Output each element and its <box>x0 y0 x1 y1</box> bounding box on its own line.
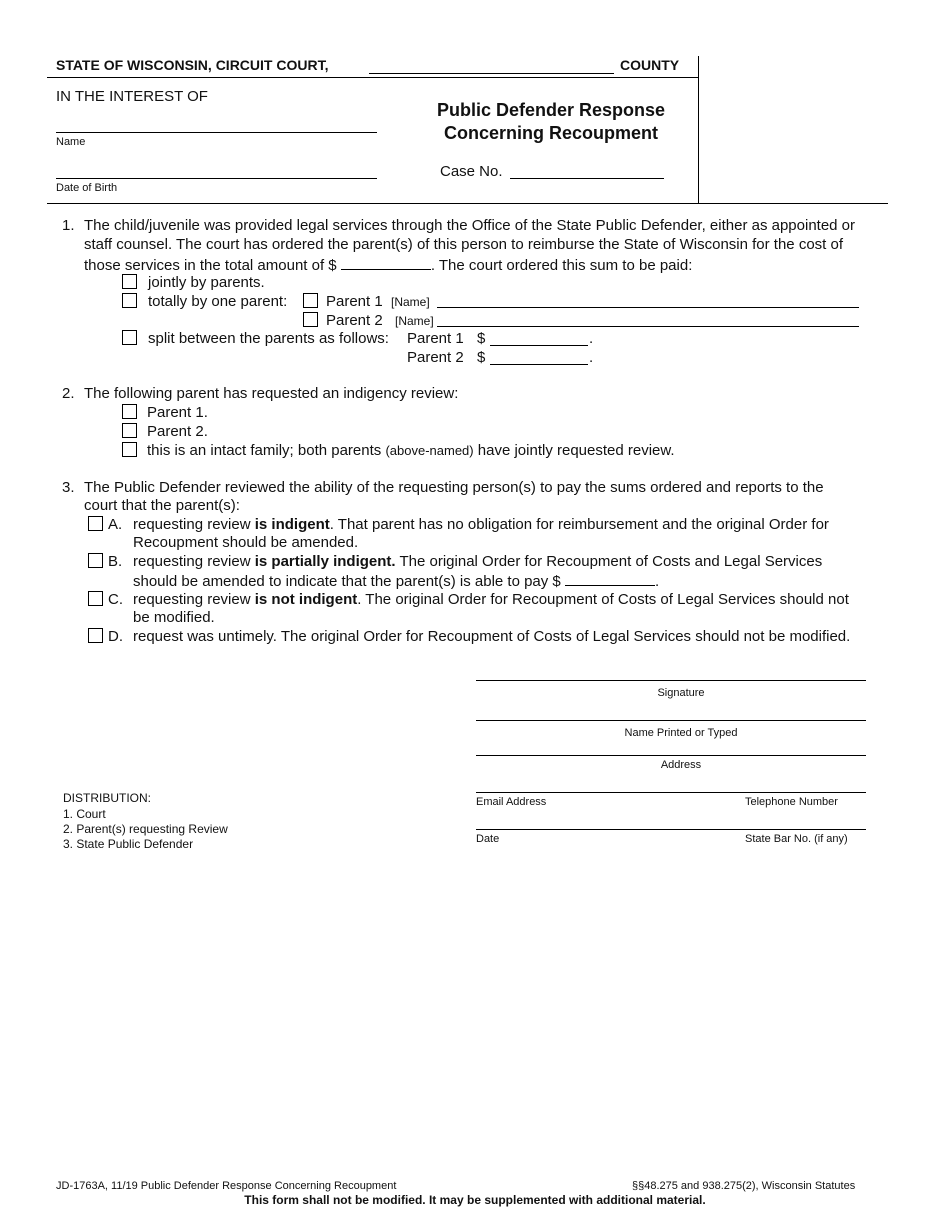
section3-intro1: The Public Defender reviewed the ability of the requesting person(s) to pay the sums ordered and reports to the <box>84 479 824 496</box>
option-c-pre: requesting review <box>133 591 251 608</box>
name-label: Name <box>56 136 86 148</box>
distribution-item: 1. Court <box>63 807 106 821</box>
option-b-period: . <box>654 573 660 590</box>
address-field[interactable] <box>476 755 866 756</box>
parent2-name-tag: [Name] <box>395 314 434 328</box>
header-divider <box>698 56 699 203</box>
email-phone-field[interactable] <box>476 792 866 793</box>
option-b-line2-text: should be amended to indicate that the parent(s) is able to pay $ <box>133 573 561 590</box>
address-label: Address <box>660 759 702 771</box>
email-label: Email Address <box>476 796 547 808</box>
able-to-pay-field[interactable] <box>565 571 655 586</box>
option-c-bold: is not indigent <box>254 591 358 608</box>
option-a-letter: A. <box>108 516 123 533</box>
option-d-letter: D. <box>108 628 123 645</box>
telephone-label: Telephone Number <box>745 796 838 808</box>
split-parent2-label: Parent 2 <box>407 349 464 366</box>
header-rule <box>47 77 698 78</box>
option-a-line2: Recoupment should be amended. <box>133 534 359 551</box>
split-parent1-dollar: $ <box>477 330 486 347</box>
section1-number: 1. <box>62 217 75 234</box>
review-parent2-label: Parent 2. <box>147 423 208 440</box>
one-parent-parent2-checkbox[interactable] <box>303 312 318 327</box>
county-name-field[interactable] <box>369 73 614 74</box>
option-c-line1 <box>133 591 849 609</box>
signature-label: Signature <box>657 687 705 699</box>
review-parent1-label: Parent 1. <box>147 404 208 421</box>
one-parent-parent1-checkbox[interactable] <box>303 293 318 308</box>
option-d-text: request was untimely. The original Order for Recoupment of Costs of Legal Services should not be modified. <box>133 628 851 645</box>
split-checkbox[interactable] <box>122 330 137 345</box>
review-both-checkbox[interactable] <box>122 442 137 457</box>
split-parent1-label: Parent 1 <box>407 330 464 347</box>
name-printed-label: Name Printed or Typed <box>624 727 738 739</box>
option-d-checkbox[interactable] <box>88 628 103 643</box>
split-parent1-amount-field[interactable] <box>490 345 588 346</box>
section1-line2: staff counsel. The court has ordered the parent(s) of this person to reimburse the State of Wisconsin for the cost of <box>84 236 844 253</box>
parent1-name-field[interactable] <box>437 307 859 308</box>
split-parent1-period: . <box>589 330 594 347</box>
footer-notice: This form shall not be modified. It may be supplemented with additional material. <box>244 1193 706 1207</box>
split-label: split between the parents as follows: <box>148 330 389 347</box>
one-parent-parent2-label: Parent 2 <box>326 312 383 329</box>
option-a-checkbox[interactable] <box>88 516 103 531</box>
one-parent-checkbox[interactable] <box>122 293 137 308</box>
option-a-line1 <box>133 516 829 534</box>
option-b-post: The original Order for Recoupment of Costs and Legal Services <box>399 553 823 570</box>
name-printed-field[interactable] <box>476 720 866 721</box>
in-interest-of-label: IN THE INTEREST OF <box>56 88 208 105</box>
one-parent-label: totally by one parent: <box>148 293 288 310</box>
header-bottom-rule <box>47 203 888 204</box>
option-b-line2 <box>133 571 659 591</box>
review-parent2-checkbox[interactable] <box>122 423 137 438</box>
section1-line3 <box>84 255 692 275</box>
section3-intro2: court that the parent(s): <box>84 497 240 514</box>
option-b-letter: B. <box>108 553 123 570</box>
distribution-item: 2. Parent(s) requesting Review <box>63 822 228 836</box>
split-parent2-period: . <box>589 349 594 366</box>
dob-label: Date of Birth <box>56 182 118 194</box>
section1-line3-post: . The court ordered this sum to be paid: <box>430 257 693 274</box>
option-c-letter: C. <box>108 591 123 608</box>
option-a-post: . That parent has no obligation for reimbursement and the original Order for <box>329 516 829 533</box>
parent2-name-field[interactable] <box>437 326 859 327</box>
date-bar-field[interactable] <box>476 829 866 830</box>
distribution-title: DISTRIBUTION: <box>63 791 152 805</box>
total-amount-field[interactable] <box>341 255 431 270</box>
section1-line1: The child/juvenile was provided legal services through the Office of the State Public Defender, either as appointed or <box>84 217 856 234</box>
option-c-checkbox[interactable] <box>88 591 103 606</box>
one-parent-parent1-label: Parent 1 <box>326 293 383 310</box>
split-parent2-dollar: $ <box>477 349 486 366</box>
option-c-line2: be modified. <box>133 609 215 626</box>
section2-intro: The following parent has requested an indigency review: <box>84 385 459 402</box>
review-both-label <box>147 442 675 460</box>
section2-number: 2. <box>62 385 75 402</box>
form-title-line2: Concerning Recoupment <box>443 123 658 143</box>
option-b-line1 <box>133 553 822 571</box>
form-title-line1: Public Defender Response <box>436 100 666 120</box>
split-parent2-amount-field[interactable] <box>490 364 588 365</box>
review-both-post: have jointly requested review. <box>477 442 675 459</box>
footer-form-id: JD-1763A, 11/19 Public Defender Response Concerning Recoupment <box>56 1180 397 1192</box>
court-label: STATE OF WISCONSIN, CIRCUIT COURT, <box>56 57 329 73</box>
state-bar-label: State Bar No. (if any) <box>745 833 848 845</box>
case-no-field[interactable] <box>510 178 664 179</box>
case-no-label: Case No. <box>440 163 503 180</box>
name-field[interactable] <box>56 132 377 133</box>
option-b-pre: requesting review <box>133 553 251 570</box>
section3-number: 3. <box>62 479 75 496</box>
review-both-pre: this is an intact family; both parents <box>147 442 382 459</box>
signature-field[interactable] <box>476 680 866 681</box>
option-b-bold: is partially indigent. <box>254 553 396 570</box>
option-a-pre: requesting review <box>133 516 251 533</box>
option-c-post: . The original Order for Recoupment of Costs of Legal Services should not <box>357 591 849 608</box>
review-both-small: (above-named) <box>385 443 474 458</box>
jointly-checkbox[interactable] <box>122 274 137 289</box>
option-a-bold: is indigent <box>254 516 330 533</box>
section1-line3-pre: those services in the total amount of $ <box>84 257 337 274</box>
dob-field[interactable] <box>56 178 377 179</box>
county-label: COUNTY <box>620 57 680 73</box>
footer-statutes: §§48.275 and 938.275(2), Wisconsin Statutes <box>632 1180 856 1192</box>
option-b-checkbox[interactable] <box>88 553 103 568</box>
jointly-label: jointly by parents. <box>148 274 265 291</box>
distribution-item: 3. State Public Defender <box>63 837 194 851</box>
date-label: Date <box>476 833 500 845</box>
review-parent1-checkbox[interactable] <box>122 404 137 419</box>
parent1-name-tag: [Name] <box>391 295 430 309</box>
